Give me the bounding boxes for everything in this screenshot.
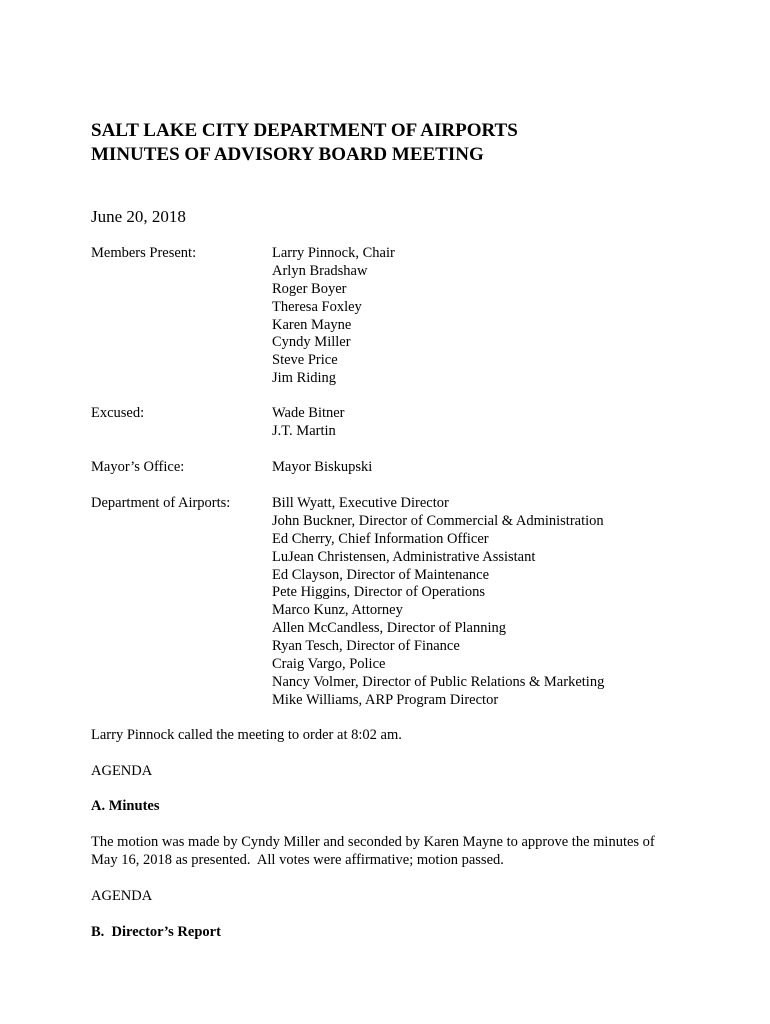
list-item: Ryan Tesch, Director of Finance [272,638,460,655]
agenda-heading-1: AGENDA [91,763,153,779]
list-item: Pete Higgins, Director of Operations [272,584,486,601]
agenda-heading-2: AGENDA [91,888,153,904]
title-line-2: MINUTES OF ADVISORY BOARD MEETING [91,144,484,165]
list-item: Karen Mayne [272,316,352,333]
excused-list [272,405,345,441]
list-item: Larry Pinnock, Chair [272,245,395,261]
list-item: Wade Bitner [272,405,345,421]
list-item: Arlyn Bradshaw [272,262,368,279]
document-title [91,119,518,167]
section-a-heading: A. Minutes [91,798,160,814]
motion-line-2: May 16, 2018 as presented. All votes were affirmative; motion passed. [91,851,504,868]
list-item: Nancy Volmer, Director of Public Relations & Marketing [272,673,605,690]
list-item: Steve Price [272,352,338,369]
list-item: Mike Williams, ARP Program Director [272,691,499,708]
list-item: J.T. Martin [272,422,336,439]
department-label: Department of Airports: [91,495,231,511]
list-item: John Buckner, Director of Commercial & Administration [272,512,604,529]
list-item: Ed Cherry, Chief Information Officer [272,530,489,547]
call-to-order: Larry Pinnock called the meeting to order at 8:02 am. [91,727,402,743]
members-present-list [272,245,395,388]
list-item: Bill Wyatt, Executive Director [272,495,449,511]
list-item: Allen McCandless, Director of Planning [272,620,506,637]
list-item: Ed Clayson, Director of Maintenance [272,566,490,583]
mayors-office-list [272,459,372,477]
list-item: Mayor Biskupski [272,459,373,475]
list-item: Marco Kunz, Attorney [272,602,403,619]
list-item: LuJean Christensen, Administrative Assistant [272,548,536,565]
motion-line-1: The motion was made by Cyndy Miller and seconded by Karen Mayne to approve the minutes of [91,834,655,850]
motion-paragraph [91,834,691,870]
list-item: Jim Riding [272,370,337,387]
list-item: Craig Vargo, Police [272,656,386,673]
department-list [272,495,604,710]
meeting-date: June 20, 2018 [91,207,186,226]
section-b-heading: B. Director’s Report [91,924,221,940]
members-present-label: Members Present: [91,245,197,261]
mayors-office-label: Mayor’s Office: [91,459,185,475]
list-item: Roger Boyer [272,280,347,297]
list-item: Theresa Foxley [272,298,362,315]
title-line-1: SALT LAKE CITY DEPARTMENT OF AIRPORTS [91,120,518,141]
excused-label: Excused: [91,405,145,421]
list-item: Cyndy Miller [272,334,351,351]
